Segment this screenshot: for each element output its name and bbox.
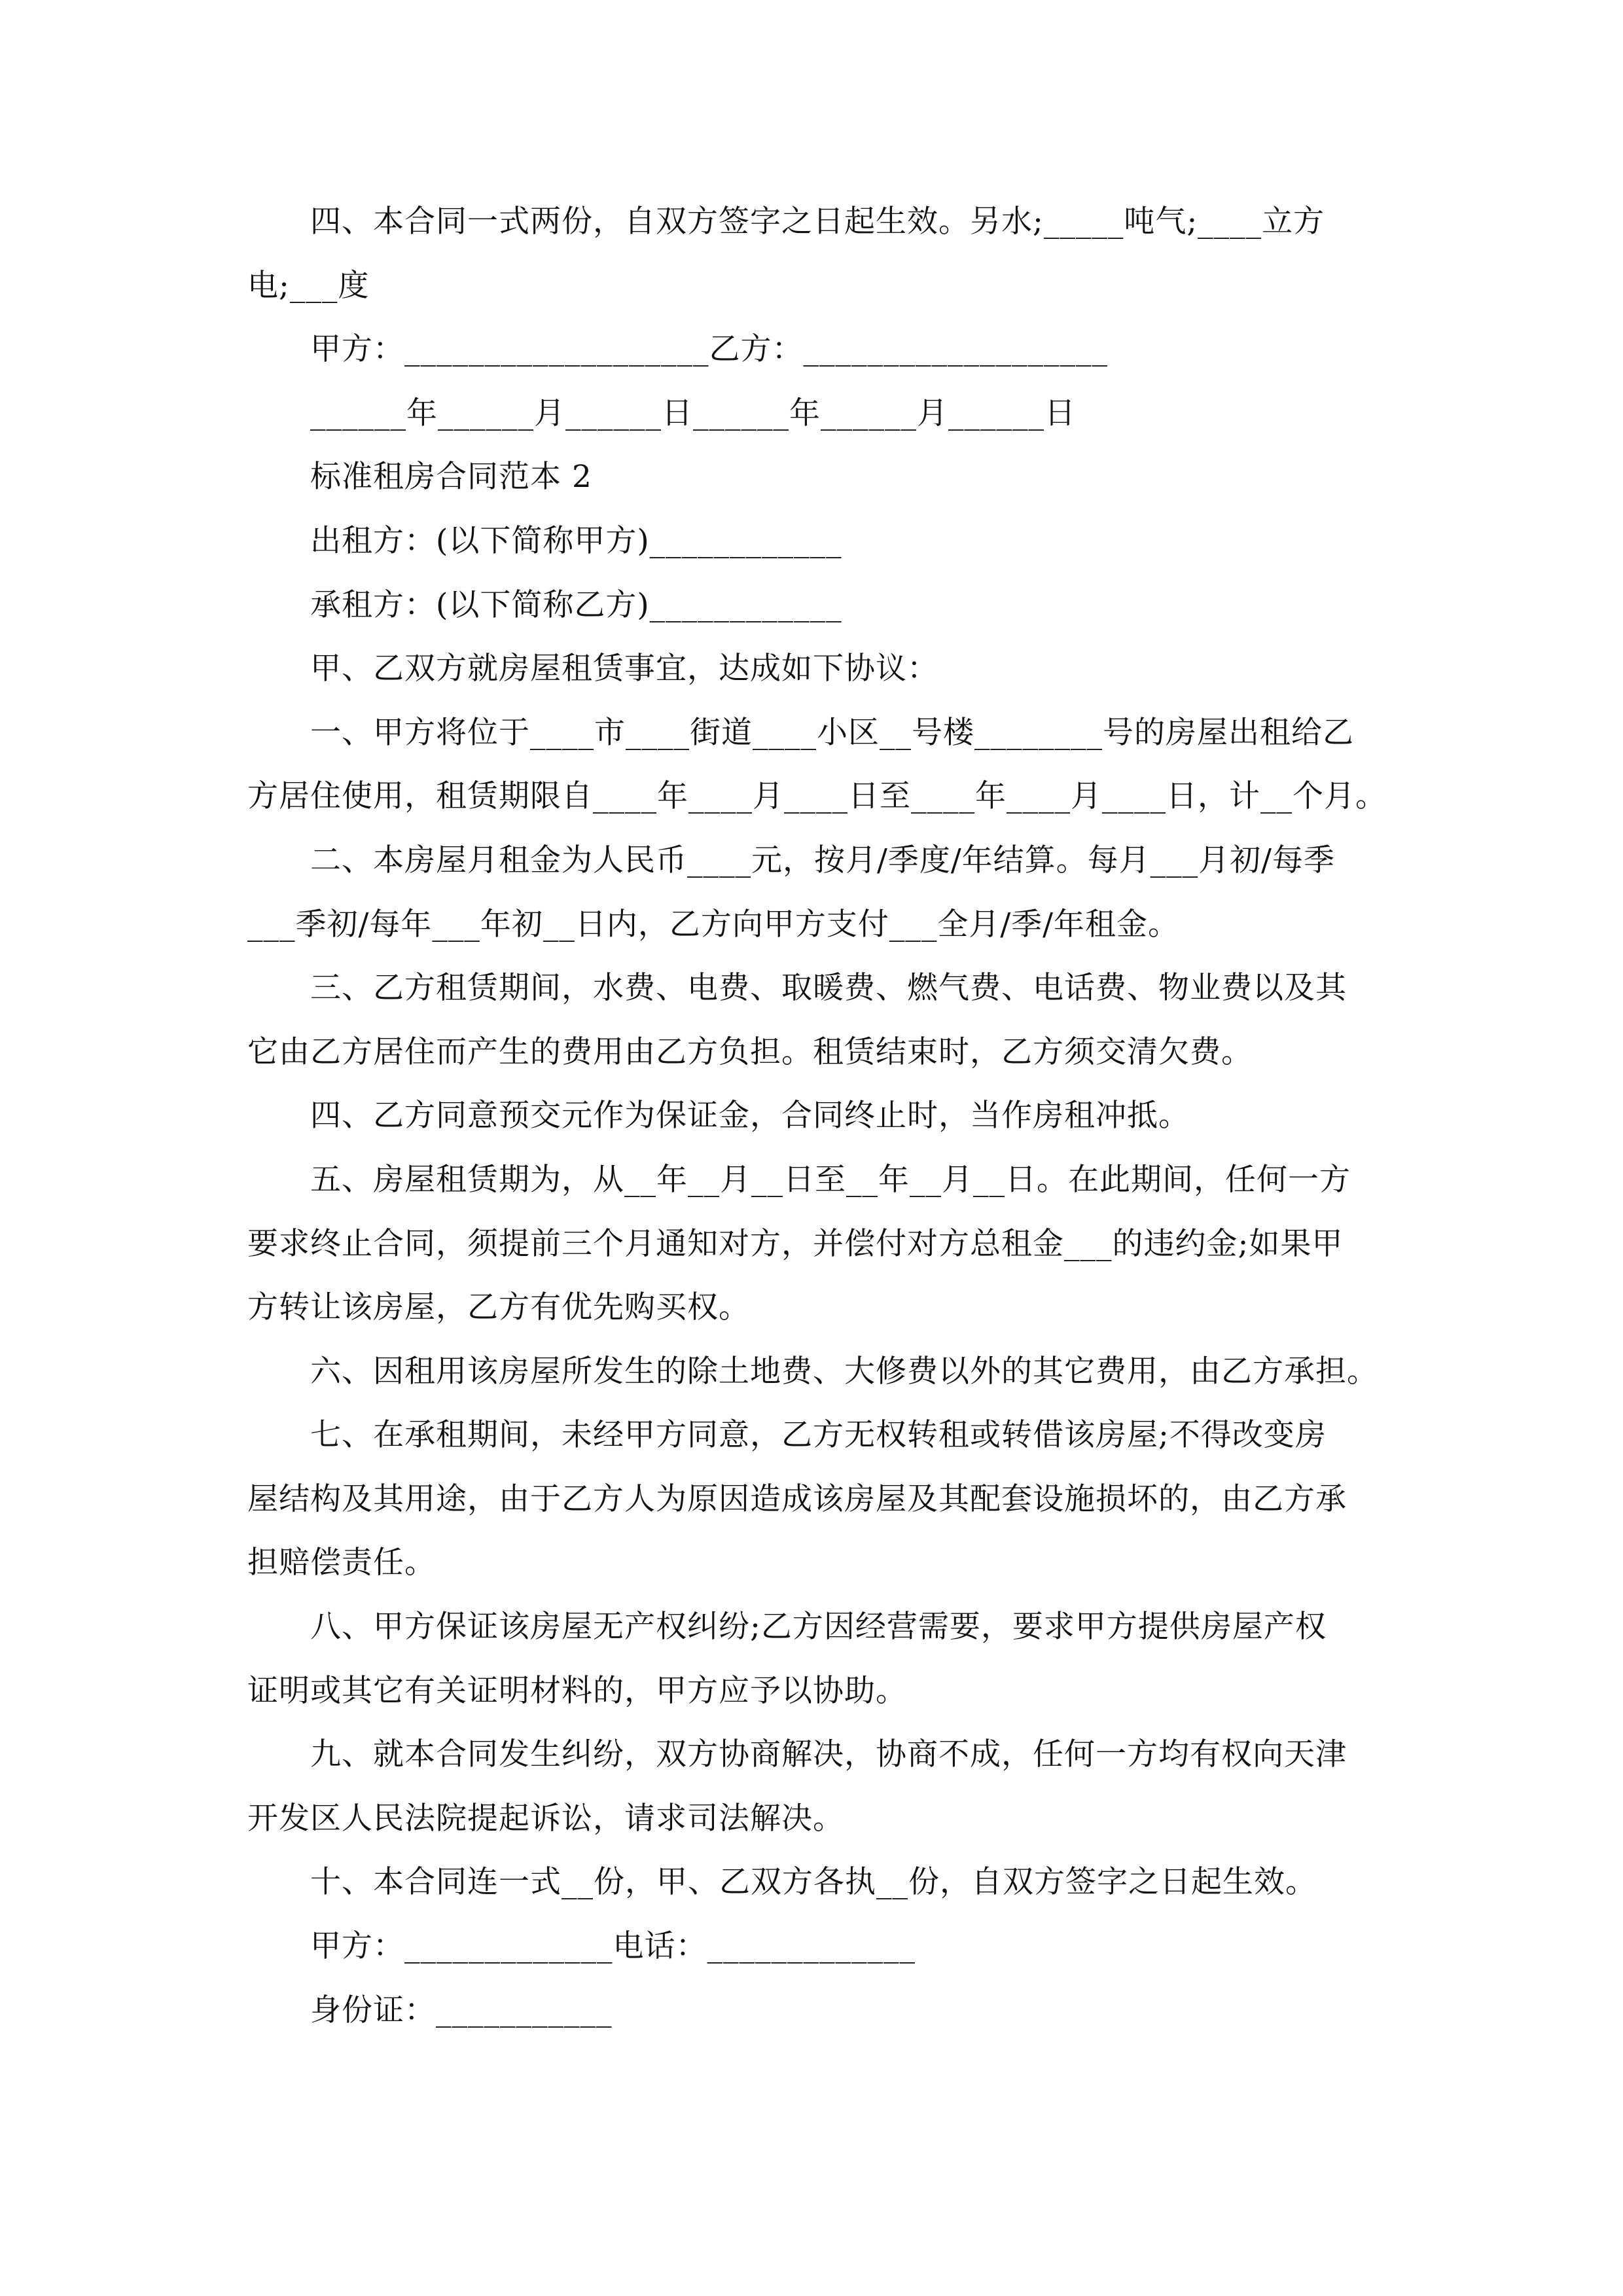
clause-6: 六、因租用该房屋所发生的除土地费、大修费以外的其它费用，由乙方承担。 <box>310 1353 1378 1390</box>
clause-8-line-1: 八、甲方保证该房屋无产权纠纷;乙方因经营需要，要求甲方提供房屋产权 <box>310 1609 1327 1645</box>
clause-7-line-2: 屋结构及其用途，由于乙方人为原因造成该房屋及其配套设施损坏的，由乙方承 <box>247 1480 1347 1517</box>
contract-title: 标准租房合同范本 2 <box>310 459 592 495</box>
contract-body <box>247 190 1387 2042</box>
clause-3-line-2: 它由乙方居住而产生的费用由乙方负担。租赁结束时，乙方须交清欠费。 <box>247 1033 1253 1070</box>
clause-2-line-1: 二、本房屋月租金为人民币____元，按月/季度/年结算。每月___月初/每季 <box>310 842 1336 878</box>
lessor-line: 出租方：(以下简称甲方)____________ <box>310 522 842 559</box>
clause-4-deposit: 四、乙方同意预交元作为保证金，合同终止时，当作房租冲抵。 <box>310 1098 1190 1134</box>
clause-3-line-1: 三、乙方租赁期间，水费、电费、取暖费、燃气费、电话费、物业费以及其 <box>310 970 1347 1007</box>
clause-4-line-1: 四、本合同一式两份，自双方签字之日起生效。另水;_____吨气;____立方 <box>310 204 1325 240</box>
clause-7-line-1: 七、在承租期间，未经甲方同意，乙方无权转租或转借该房屋;不得改变房 <box>310 1417 1327 1454</box>
clause-5-line-2: 要求终止合同，须提前三个月通知对方，并偿付对方总租金___的违约金;如果甲 <box>247 1225 1344 1262</box>
clause-5-line-1: 五、房屋租赁期为，从__年__月__日至__年__月__日。在此期间，任何一方 <box>310 1161 1351 1198</box>
signature-id-card: 身份证：___________ <box>310 1992 613 2028</box>
clause-2-line-2: ___季初/每年___年初__日内，乙方向甲方支付___全月/季/年租金。 <box>247 906 1180 942</box>
clause-7-line-3: 担赔偿责任。 <box>247 1545 436 1581</box>
signature-party-a-phone: 甲方：_____________电话：_____________ <box>310 1928 916 1965</box>
clause-8-line-2: 证明或其它有关证明材料的，甲方应予以协助。 <box>247 1672 907 1709</box>
lessee-line: 承租方：(以下简称乙方)____________ <box>310 586 842 623</box>
signature-dates: ______年______月______日______年______月______日 <box>310 395 1076 431</box>
clause-1-line-1: 一、甲方将位于____市____街道____小区__号楼________号的房屋出租给乙 <box>310 714 1354 751</box>
clause-4-line-2: 电;___度 <box>247 267 370 304</box>
clause-10: 十、本合同连一式__份，甲、乙双方各执__份，自双方签字之日起生效。 <box>310 1864 1317 1901</box>
signature-parties: 甲方：___________________乙方：___________________ <box>310 331 1108 368</box>
agreement-intro: 甲、乙双方就房屋租赁事宜，达成如下协议： <box>310 651 938 687</box>
clause-1-line-2: 方居住使用，租赁期限自____年____月____日至____年____月____日，计__个月。 <box>247 778 1387 815</box>
clause-5-line-3: 方转让该房屋，乙方有优先购买权。 <box>247 1289 750 1326</box>
clause-9-line-1: 九、就本合同发生纠纷，双方协商解决，协商不成，任何一方均有权向天津 <box>310 1736 1347 1773</box>
clause-9-line-2: 开发区人民法院提起诉讼，请求司法解决。 <box>247 1800 844 1837</box>
